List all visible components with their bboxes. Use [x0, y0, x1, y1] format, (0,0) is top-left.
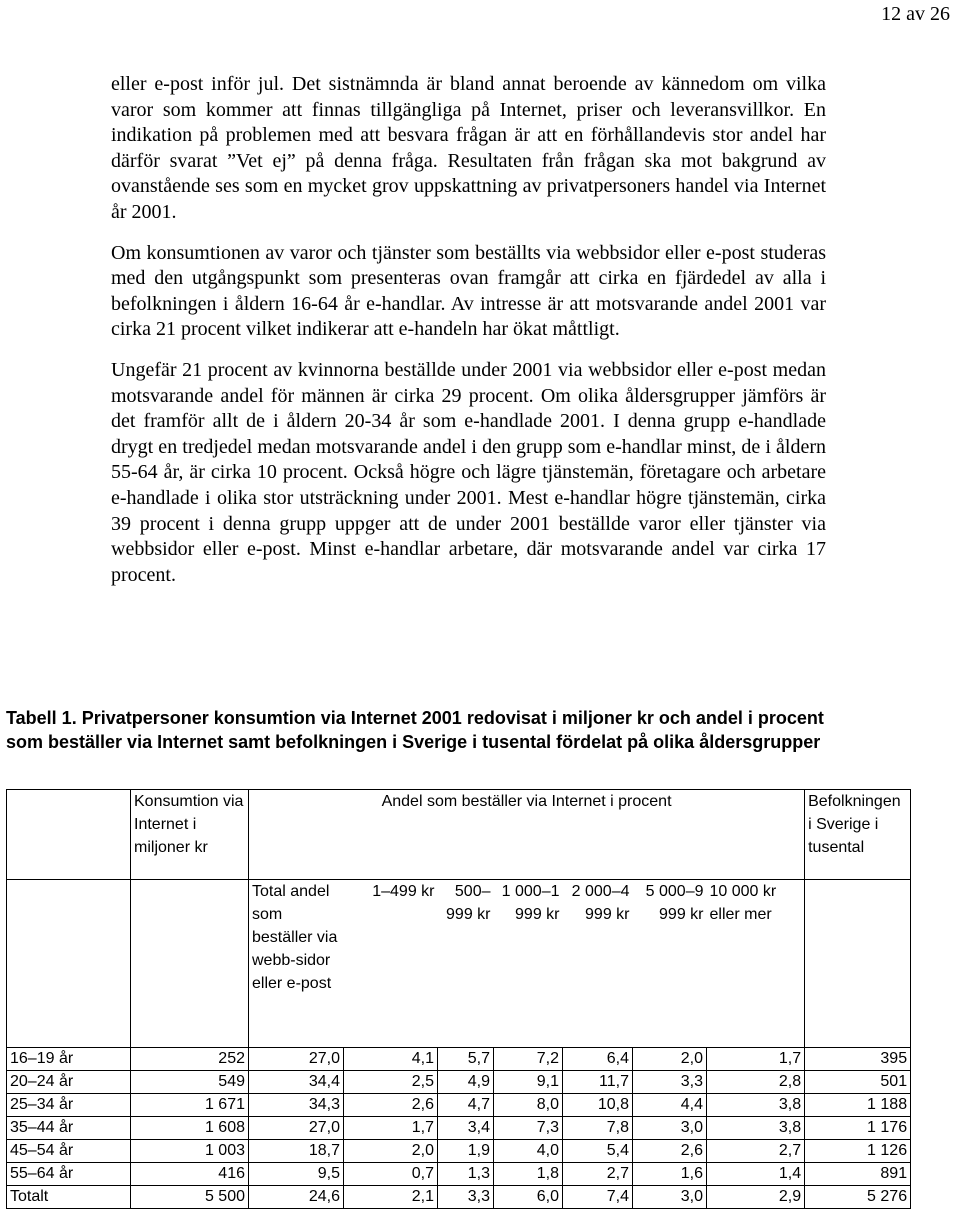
cell-band: 9,1: [494, 1071, 563, 1094]
cell-consumption: 252: [131, 1048, 249, 1071]
row-age: 45–54 år: [7, 1140, 131, 1163]
cell-band: 5,4: [563, 1140, 633, 1163]
cell-band: 10,8: [563, 1094, 633, 1117]
cell-band: 1,3: [438, 1163, 494, 1186]
cell-band: 0,7: [344, 1163, 438, 1186]
cell-consumption: 416: [131, 1163, 249, 1186]
cell-band: 4,4: [633, 1094, 707, 1117]
cell-population: 1 188: [805, 1094, 911, 1117]
subheader-band: 2 000–4 999 kr: [563, 880, 633, 1048]
cell-band: 3,4: [438, 1117, 494, 1140]
cell-total-share: 9,5: [249, 1163, 344, 1186]
cell-band: 2,0: [344, 1140, 438, 1163]
row-age: 20–24 år: [7, 1071, 131, 1094]
cell-population: 891: [805, 1163, 911, 1186]
cell-total-share: 34,4: [249, 1071, 344, 1094]
body-text: [111, 72, 826, 603]
row-age: 35–44 år: [7, 1117, 131, 1140]
table-row: [7, 1163, 911, 1186]
cell-band: 2,7: [563, 1163, 633, 1186]
subheader-total-share: Total andel som beställer via webb-sidor eller e-post: [249, 880, 344, 1048]
table-row: [7, 1117, 911, 1140]
cell-band: 3,0: [633, 1186, 707, 1209]
cell-total-share: 18,7: [249, 1140, 344, 1163]
cell-population: 1 176: [805, 1117, 911, 1140]
cell-total-share: 27,0: [249, 1117, 344, 1140]
header-consumption: Konsumtion via Internet i miljoner kr: [131, 790, 249, 880]
cell-band: 6,0: [494, 1186, 563, 1209]
subheader-band: 1 000–1 999 kr: [494, 880, 563, 1048]
cell-band: 3,8: [707, 1117, 805, 1140]
cell-consumption: 5 500: [131, 1186, 249, 1209]
table-row: [7, 1071, 911, 1094]
cell-band: 7,2: [494, 1048, 563, 1071]
cell-total-share: 34,3: [249, 1094, 344, 1117]
cell-band: 1,7: [344, 1117, 438, 1140]
cell-band: 1,7: [707, 1048, 805, 1071]
cell-consumption: 1 003: [131, 1140, 249, 1163]
cell-band: 3,3: [633, 1071, 707, 1094]
table-row: [7, 1048, 911, 1071]
cell-band: 7,4: [563, 1186, 633, 1209]
cell-band: 4,0: [494, 1140, 563, 1163]
cell-band: 3,8: [707, 1094, 805, 1117]
cell-consumption: 549: [131, 1071, 249, 1094]
header-cell-empty: [131, 880, 249, 1048]
cell-band: 5,7: [438, 1048, 494, 1071]
cell-band: 2,8: [707, 1071, 805, 1094]
cell-population: 1 126: [805, 1140, 911, 1163]
subheader-band: 500–999 kr: [438, 880, 494, 1048]
cell-band: 8,0: [494, 1094, 563, 1117]
cell-consumption: 1 671: [131, 1094, 249, 1117]
cell-band: 1,8: [494, 1163, 563, 1186]
cell-band: 1,6: [633, 1163, 707, 1186]
header-cell-empty: [7, 880, 131, 1048]
subheader-band: 5 000–9 999 kr: [633, 880, 707, 1048]
row-age: Totalt: [7, 1186, 131, 1209]
cell-population: 5 276: [805, 1186, 911, 1209]
header-population: Befolkningen i Sverige i tusental: [805, 790, 911, 880]
subheader-band: 1–499 kr: [344, 880, 438, 1048]
paragraph: eller e-post inför jul. Det sistnämnda är bland annat beroende av kännedom om vilka varor som kommer att finnas tillgängliga på Internet, priser och leveransvillkor. En indikation på problemen med att besvara frågan är att en förhållandevis stor andel har därför svarat ”Vet ej” på denna fråga. Resultaten från frågan ska mot bakgrund av ovanstående ses som en mycket grov uppskattning av privatpersoners handel via Internet år 2001.: [111, 73, 826, 223]
cell-band: 3,3: [438, 1186, 494, 1209]
cell-band: 1,4: [707, 1163, 805, 1186]
cell-band: 6,4: [563, 1048, 633, 1071]
cell-total-share: 27,0: [249, 1048, 344, 1071]
cell-band: 7,3: [494, 1117, 563, 1140]
cell-band: 4,7: [438, 1094, 494, 1117]
cell-consumption: 1 608: [131, 1117, 249, 1140]
cell-population: 501: [805, 1071, 911, 1094]
cell-band: 2,1: [344, 1186, 438, 1209]
cell-band: 2,6: [344, 1094, 438, 1117]
subheader-band: 10 000 kr eller mer: [707, 880, 805, 1048]
cell-total-share: 24,6: [249, 1186, 344, 1209]
header-share-group: Andel som beställer via Internet i procent: [249, 790, 805, 880]
cell-band: 7,8: [563, 1117, 633, 1140]
cell-band: 3,0: [633, 1117, 707, 1140]
cell-band: 11,7: [563, 1071, 633, 1094]
cell-band: 4,9: [438, 1071, 494, 1094]
data-table: [6, 789, 911, 1209]
table-caption: Tabell 1. Privatpersoner konsumtion via Internet 2001 redovisat i miljoner kr och andel i procent som beställer via Internet samt befolkningen i Sverige i tusental fördelat på olika åldersgrupper: [6, 708, 824, 752]
row-age: 16–19 år: [7, 1048, 131, 1071]
table-row: [7, 1094, 911, 1117]
header-cell-empty: [7, 790, 131, 880]
cell-band: 2,6: [633, 1140, 707, 1163]
page-number: 12 av 26: [881, 3, 950, 25]
row-age: 25–34 år: [7, 1094, 131, 1117]
paragraph: Ungefär 21 procent av kvinnorna beställde under 2001 via webbsidor eller e-post medan motsvarande andel för männen är cirka 29 procent. Om olika åldersgrupper jämförs är det framför allt de i åldern 20-34 år som e-handlade 2001. I denna grupp e-handlade drygt en tredjedel medan motsvarande andel i den grupp som e-handlar minst, de i åldern 55-64 år, är cirka 10 procent. Också högre och lägre tjänstemän, företagare och arbetare e-handlade i olika stor utsträckning under 2001. Mest e-handlar högre tjänstemän, cirka 39 procent i denna grupp uppger att de under 2001 beställde varor eller tjänster via webbsidor eller e-post. Minst e-handlar arbetare, där motsvarande andel var cirka 17 procent.: [111, 358, 826, 586]
table-row: [7, 1140, 911, 1163]
row-age: 55–64 år: [7, 1163, 131, 1186]
cell-band: 2,0: [633, 1048, 707, 1071]
header-cell-empty: [805, 880, 911, 1048]
cell-band: 2,9: [707, 1186, 805, 1209]
cell-band: 2,7: [707, 1140, 805, 1163]
cell-band: 1,9: [438, 1140, 494, 1163]
table-header-row: [7, 790, 911, 880]
paragraph: Om konsumtionen av varor och tjänster som beställts via webbsidor eller e-post studeras med den utgångspunkt som presenteras ovan framgår att cirka en fjärdedel av alla i befolkningen i åldern 16-64 år e-handlar. Av intresse är att motsvarande andel 2001 var cirka 21 procent vilket indikerar att e-handeln har ökat måttligt.: [111, 241, 826, 341]
table-row-total: [7, 1186, 911, 1209]
cell-band: 4,1: [344, 1048, 438, 1071]
cell-band: 2,5: [344, 1071, 438, 1094]
table-subheader-row: [7, 880, 911, 1048]
cell-population: 395: [805, 1048, 911, 1071]
